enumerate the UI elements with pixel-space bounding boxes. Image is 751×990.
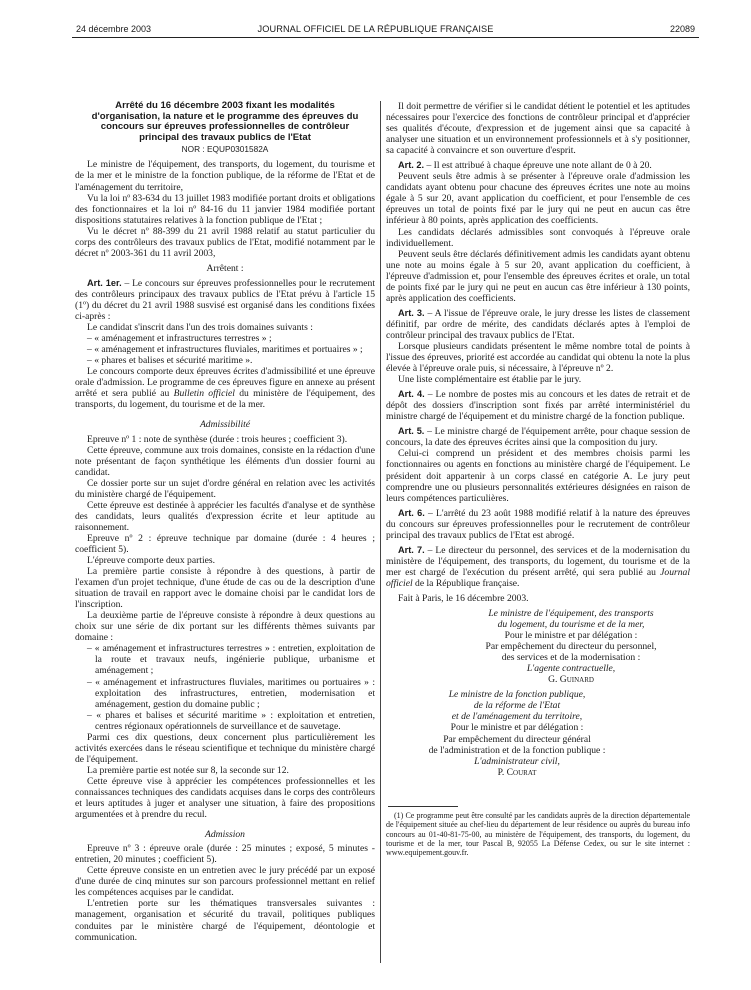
article-4	[386, 389, 690, 422]
header-date: 24 décembre 2003	[76, 24, 152, 34]
article-4-text: – Le nombre de postes mis au concours et les dates de retrait et de dépôt des dossiers d'inscription sont fixés par arrêté interministériel du ministre chargé de l'équipement et du ministre chargé de la fonction publique.	[386, 389, 691, 423]
header-journal-title: JOURNAL OFFICIEL DE LA RÉPUBLIQUE FRANÇAISE	[257, 24, 494, 34]
list-item: – « aménagement et infrastructures fluviales, maritimes et portuaires » ;	[87, 344, 363, 356]
signature-line: Par empêchement du directeur du personnel,	[485, 641, 657, 653]
article-5-text: – Le ministre chargé de l'équipement arrête, pour chaque session de concours, la date des épreuves écrites ainsi que la composition du jury.	[386, 426, 690, 449]
article-1-text: – Le concours sur épreuves professionnelles pour le recrutement des contrôleurs principaux des travaux publics de l'Etat prévu à l'article 15 (1º) du décret du 21 avril 1988 susvisé est organisé dans les conditions fixées ci-après :	[75, 277, 375, 323]
signature-line: et de l'aménagement du territoire,	[451, 711, 583, 723]
list-item: – « aménagement et infrastructures fluviales, maritimes ou portuaires » : exploitation des infrastructures, entretien, modernisation et aménagement, gestion du domaine public ;	[87, 676, 375, 710]
paragraph: Celui-ci comprend un président et des membres choisis parmi les fonctionnaires ou agents en fonctions au ministère chargé de l'équipement. Le président doit appartenir à un corps classé en catégorie A. Le jury peut comprendre une ou plusieurs personnalités extérieures désignées en raison de leurs compétences particulières.	[386, 448, 690, 504]
bulletin-officiel-italic: Bulletin officiel	[173, 388, 235, 400]
signature-line: Pour le ministre et par délégation :	[504, 630, 638, 642]
signature-line: L'agente contractuelle,	[526, 663, 616, 675]
paragraph: La deuxième partie de l'épreuve consiste à répondre à deux questions au choix sur une série de dix portant sur les différents thèmes suivants par domaine :	[75, 610, 375, 644]
paragraph: Peuvent seuls être admis à se présenter à l'épreuve orale d'admission les candidats ayant obtenu pour chacune des épreuves écrites une note au moins égale à 5 sur 20, avant application du coefficient, et pour l'ensemble de ces épreuves un total de points fixé par le jury qui ne peut en aucun cas être inférieur à 80 points, après application des coefficients.	[386, 171, 690, 227]
article-1-label: Art. 1er.	[87, 277, 122, 288]
article-5-label: Art. 5.	[398, 426, 425, 437]
paragraph: Le candidat s'inscrit dans l'un des trois domaines suivants :	[87, 322, 313, 334]
section-admission: Admission	[205, 829, 245, 841]
paragraph-text: du ministère de l'équipement, des transports, du logement, du tourisme et de la mer.	[75, 388, 375, 411]
paragraph: Cette épreuve est destinée à apprécier les facultés d'analyse et de synthèse des candidats, leurs qualités d'expression écrite et leur aptitude au raisonnement.	[75, 499, 375, 533]
paragraph: Il doit permettre de vérifier si le candidat détient le potentiel et les aptitudes nécessaires pour l'exercice des fonctions de contrôleur principal et d'apprécier ses qualités d'écoute, d'expression et de jugement ainsi que sa capacité à analyser une situation et un environnement professionnels et à s'y positionner, sa capacité à convaincre et son ouverture d'esprit.	[386, 101, 690, 157]
signatory-name: P. Courat	[497, 766, 537, 778]
footnote: (1) Ce programme peut être consulté par les candidats auprès de la direction départementale de l'équipement située au chef-lieu du département de leur résidence ou auprès du bureau info concours au 01-40-81-75-00, au ministère de l'équipement, des transports, du logement, du tourisme et de la mer, tour Pascal B, 92055 La Défense Cedex, ou sur le site internet : www.equipement.gouv.fr.	[386, 810, 690, 858]
signatory-name: G. Guinard	[548, 674, 594, 686]
right-column	[386, 101, 690, 858]
signature-line: de la réforme de l'Etat	[473, 700, 561, 712]
list-item: – « phares et balises et sécurité maritime » : exploitation et entretien, centres régionaux opérationnels de surveillance et de sauvetage.	[87, 709, 375, 732]
signature-equipement	[452, 608, 690, 685]
article-2	[386, 160, 690, 171]
article-6	[386, 508, 690, 541]
signature-line: L'administrateur civil,	[474, 755, 560, 767]
article-7-text: – Le directeur du personnel, des services et de la modernisation du ministère de l'équipement, des transports, du logement, du tourisme et de la mer est chargé de l'exécution du présent arrêté, qui sera publié au	[386, 544, 690, 578]
paragraph: Cette épreuve consiste en un entretien avec le jury précédé par un exposé d'une durée de cinq minutes sur son parcours professionnel mettant en relief les compétences acquises par le candidat.	[75, 865, 375, 899]
paragraph: Vu la loi nº 83-634 du 13 juillet 1983 modifiée portant droits et obligations des fonctionnaires et la loi nº 84-16 du 11 janvier 1984 modifiée portant dispositions statutaires relatives à la fonction publique de l'Etat ;	[75, 192, 375, 226]
paragraph: La première partie consiste à répondre à des questions, à partir de l'examen d'un projet technique, d'une étude de cas ou de la description d'une situation de travail en rapport avec le domaine choisi par le candidat lors de l'inscription.	[75, 566, 375, 611]
article-5	[386, 426, 690, 448]
article-2-text: – Il est attribué à chaque épreuve une note allant de 0 à 20.	[424, 160, 652, 172]
signature-line: Le ministre de la fonction publique,	[448, 689, 586, 701]
paragraph: La première partie est notée sur 8, la seconde sur 12.	[87, 764, 289, 776]
done-at-paris: Fait à Paris, le 16 décembre 2003.	[398, 592, 529, 604]
journal-officiel-italic: Journal officiel	[386, 566, 690, 589]
section-admissibilite: Admissibilité	[199, 419, 251, 431]
signature-line: de l'administration et de la fonction publique :	[428, 744, 606, 756]
paragraph: L'épreuve comporte deux parties.	[87, 555, 215, 567]
paragraph: Une liste complémentaire est établie par le jury.	[398, 374, 582, 386]
column-divider	[380, 101, 381, 963]
signature-fonction-publique	[382, 689, 652, 777]
nor-reference: NOR : EQUP0301582A	[181, 144, 269, 155]
article-3-text: – A l'issue de l'épreuve orale, le jury dresse les listes de classement définitif, par ordre de mérite, des candidats déclarés aptes à l'emploi de contrôleur principal des travaux publics de l'Etat.	[386, 307, 690, 341]
article-2-label: Art. 2.	[398, 160, 425, 171]
paragraph: Le ministre de l'équipement, des transports, du logement, du tourisme et de la mer et le ministre de la fonction publique, de la réforme de l'Etat et de l'aménagement du territoire,	[75, 159, 375, 193]
paragraph-text: Le concours comporte deux épreuves écrites d'admissibilité et une épreuve orale d'admission. Le programme de ces épreuves figure en annexe au présent arrêté et sera publié au	[75, 366, 375, 400]
paragraph: Parmi ces dix questions, deux concernent plus particulièrement les activités exercées dans le réseau scientifique et technique du ministère chargé de l'équipement.	[75, 731, 375, 765]
paragraph: Epreuve nº 1 : note de synthèse (durée : trois heures ; coefficient 3).	[87, 433, 348, 445]
article-6-text: – L'arrêté du 23 août 1988 modifié relatif à la nature des épreuves du concours sur épreuves professionnelles pour le recrutement de contrôleur principal des travaux publics de l'Etat est abrogé.	[386, 507, 690, 541]
paragraph: Ce dossier porte sur un sujet d'ordre général en relation avec les activités du ministère chargé de l'équipement.	[75, 477, 375, 500]
paragraph: Cette épreuve, commune aux trois domaines, consiste en la rédaction d'une note présentant de façon synthétique les éléments d'un dossier fourni au candidat.	[75, 444, 375, 478]
article-3-label: Art. 3.	[398, 307, 425, 318]
paragraph: Peuvent seuls être déclarés définitivement admis les candidats ayant obtenu une note au moins égale à 5 sur 20, avant application du coefficient, à l'épreuve d'admission et, pour l'ensemble des épreuves écrites et orale, un total de points fixé par le jury qui ne peut en aucun cas être inférieur à 130 points, après application des coefficients.	[386, 248, 690, 304]
list-item: – « phares et balises et sécurité maritime ».	[87, 355, 253, 367]
article-4-label: Art. 4.	[398, 389, 425, 400]
signature-line: Pour le ministre et par délégation :	[450, 722, 584, 734]
paragraph: Les candidats déclarés admissibles sont convoqués à l'épreuve orale individuellement.	[386, 226, 690, 249]
paragraph: Epreuve nº 3 : épreuve orale (durée : 25 minutes ; exposé, 5 minutes - entretien, 20 minutes ; coefficient 5).	[75, 843, 375, 866]
left-column	[75, 101, 375, 943]
footnote-rule	[388, 806, 458, 807]
header-page-number: 22089	[669, 24, 695, 34]
paragraph: Lorsque plusieurs candidats présentent le même nombre total de points à l'issue des épreuves, priorité est accordée au candidat qui obtenu la note la plus élevée à l'épreuve orale puis, si nécessaire, à l'épreuve nº 2.	[386, 340, 690, 375]
signature-line: des services et de la modernisation :	[501, 652, 641, 664]
paragraph	[75, 366, 375, 410]
paragraph: L'entretien porte sur les thématiques transversales suivantes : management, organisation et sécurité du travail, politiques publiques conduites par le ministère chargé de l'équipement, déontologie et communication.	[75, 898, 375, 943]
header-rule	[72, 37, 699, 38]
article-3	[386, 308, 690, 341]
paragraph: Epreuve nº 2 : épreuve technique par domaine (durée : 4 heures ; coefficient 5).	[75, 532, 375, 555]
article-7	[386, 545, 690, 589]
list-item: – « aménagement et infrastructures terrestres » : entretien, exploitation de la route et travaux neufs, ingénierie publique, urbanisme et aménagement ;	[87, 643, 375, 677]
article-1	[75, 278, 375, 322]
article-7-text: de la République française.	[412, 577, 520, 589]
paragraph: Cette épreuve vise à apprécier les compétences professionnelles et les connaissances techniques des candidats acquises dans le corps des contrôleurs et leurs aptitudes à juger et analyser une situation, à faire des propositions argumentées et à prendre du recul.	[75, 775, 375, 821]
signature-line: Par empêchement du directeur général	[443, 733, 591, 745]
article-7-label: Art. 7.	[398, 544, 425, 555]
list-item: – « aménagement et infrastructures terrestres » ;	[87, 333, 272, 345]
signature-line: du logement, du tourisme et de la mer,	[497, 619, 645, 631]
decree-title: Arrêté du 16 décembre 2003 fixant les modalités d'organisation, la nature et le programme des épreuves du concours sur épreuves professionnelles de contrôleur principal des travaux publics de l'Etat	[91, 100, 359, 143]
article-6-label: Art. 6.	[398, 507, 425, 518]
paragraph: Vu le décret nº 88-399 du 21 avril 1988 relatif au statut particulier du corps des contrôleurs des travaux publics de l'Etat, modifié notamment par le décret nº 2003-361 du 11 avril 2003,	[75, 225, 375, 259]
arretent-heading: Arrêtent :	[206, 262, 244, 274]
signature-line: Le ministre de l'équipement, des transports	[488, 608, 654, 620]
